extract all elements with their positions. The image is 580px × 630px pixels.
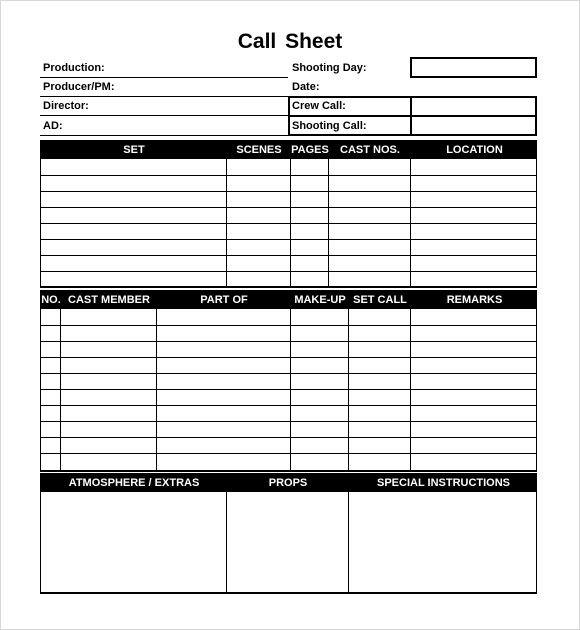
bottom-table-header xyxy=(41,474,536,492)
col-remarks: REMARKS xyxy=(446,294,503,306)
col-scenes: SCENES xyxy=(236,144,282,156)
col-pages: PAGES xyxy=(291,144,329,156)
col-divider xyxy=(290,309,291,471)
table-row[interactable] xyxy=(41,325,536,326)
production-field[interactable] xyxy=(40,77,288,78)
table-row[interactable] xyxy=(41,191,536,192)
col-cast-member: CAST MEMBER xyxy=(68,294,150,306)
cast-table-header xyxy=(41,291,536,309)
crew-call-label: Crew Call: xyxy=(292,100,346,112)
date-label: Date: xyxy=(292,81,320,93)
table-row[interactable] xyxy=(41,373,536,374)
col-divider xyxy=(410,309,411,471)
table-row[interactable] xyxy=(41,207,536,208)
table-row[interactable] xyxy=(41,405,536,406)
page-title: Call Sheet xyxy=(237,30,343,53)
atmosphere-props-table xyxy=(40,473,537,594)
col-special-instructions: SPECIAL INSTRUCTIONS xyxy=(376,477,511,489)
col-location: LOCATION xyxy=(446,144,503,156)
producer-label: Producer/PM: xyxy=(43,81,115,93)
props-field[interactable] xyxy=(227,492,348,593)
production-label: Production: xyxy=(43,62,105,74)
table-row[interactable] xyxy=(41,223,536,224)
crew-call-field[interactable] xyxy=(410,96,537,117)
col-part-of: PART OF xyxy=(200,294,248,306)
table-row[interactable] xyxy=(41,255,536,256)
col-cast-nos: CAST NOS. xyxy=(340,144,400,156)
col-atmosphere-extras: ATMOSPHERE / EXTRAS xyxy=(68,477,200,489)
shooting-day-field[interactable] xyxy=(410,57,537,78)
table-row[interactable] xyxy=(41,437,536,438)
col-divider xyxy=(348,309,349,471)
col-divider xyxy=(156,309,157,471)
col-set: SET xyxy=(123,144,145,156)
col-props: PROPS xyxy=(268,477,308,489)
col-set-call: SET CALL xyxy=(353,294,407,306)
table-row[interactable] xyxy=(41,389,536,390)
table-row[interactable] xyxy=(41,341,536,342)
table-row[interactable] xyxy=(41,453,536,454)
col-no: NO. xyxy=(41,294,61,306)
table-row[interactable] xyxy=(41,357,536,358)
ad-label: AD: xyxy=(43,120,63,132)
scenes-table-header xyxy=(41,141,536,159)
table-row[interactable] xyxy=(41,175,536,176)
shooting-day-label: Shooting Day: xyxy=(292,62,367,74)
table-row[interactable] xyxy=(41,421,536,422)
cast-table xyxy=(40,290,537,472)
scenes-table xyxy=(40,140,537,288)
director-field[interactable] xyxy=(40,115,288,116)
shooting-call-label: Shooting Call: xyxy=(292,120,367,132)
special-instructions-field[interactable] xyxy=(349,492,536,593)
table-row[interactable] xyxy=(41,271,536,272)
producer-field[interactable] xyxy=(40,96,288,97)
director-label: Director: xyxy=(43,100,89,112)
col-divider xyxy=(60,309,61,471)
atmosphere-extras-field[interactable] xyxy=(41,492,226,593)
ad-field[interactable] xyxy=(40,135,288,136)
col-make-up: MAKE-UP xyxy=(294,294,346,306)
crew-call-box xyxy=(288,96,411,117)
shooting-call-box xyxy=(288,115,411,136)
table-row[interactable] xyxy=(41,239,536,240)
shooting-call-field[interactable] xyxy=(410,115,537,136)
